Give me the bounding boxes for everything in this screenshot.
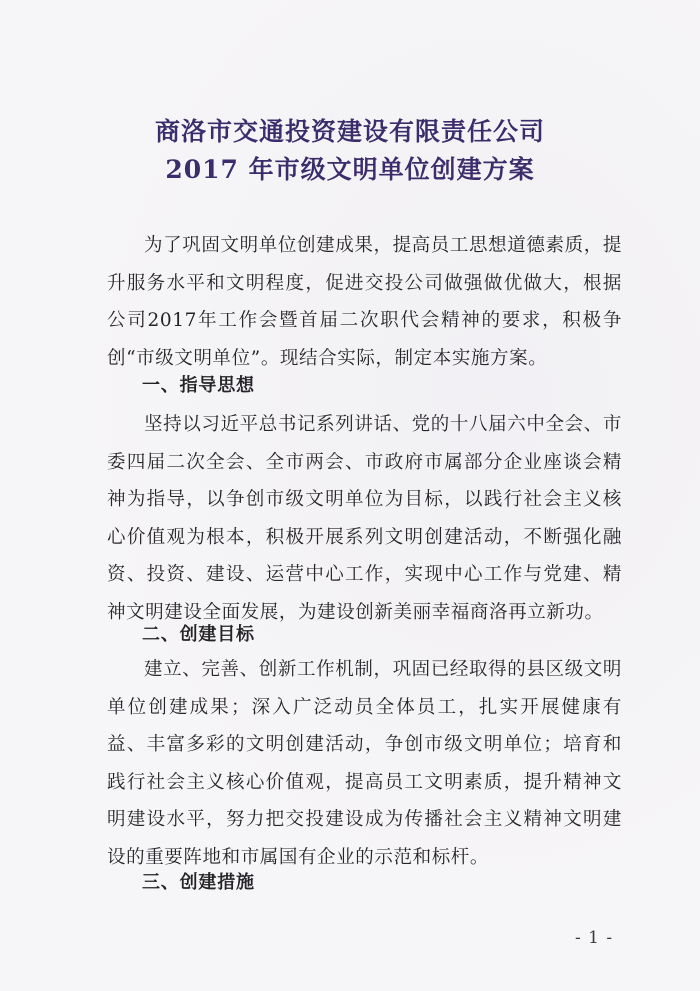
- intro-paragraph: 为了巩固文明单位创建成果，提高员工思想道德素质，提升服务水平和文明程度，促进交投公司做强做优做大，根据公司2017年工作会暨首届二次职代会精神的要求，积极争创“市级文明单位”。现结合实际，制定本实施方案。: [107, 235, 622, 369]
- document-title-line1: 商洛市交通投资建设有限责任公司: [154, 117, 545, 146]
- section-body-goals: 建立、完善、创新工作机制，巩固已经取得的县区级文明单位创建成果；深入广泛动员全体员工，扎实开展健康有益、丰富多彩的文明创建活动，争创市级文明单位；培育和践行社会主义核心价值观，提高员工文明素质，提升精神文明建设水平，努力把交投建设成为传播社会主义精神文明建设的重要阵地和市属国有企业的示范和标杆。: [107, 659, 622, 868]
- document-title-line2: 2017 年市级文明单位创建方案: [165, 155, 535, 184]
- section-heading-measures: 三、创建措施: [142, 872, 255, 893]
- page-number: - 1 -: [575, 928, 614, 948]
- section-heading-guiding-thought: 一、指导思想: [142, 375, 255, 396]
- section-heading-goals: 二、创建目标: [142, 624, 255, 645]
- section-body-guiding-thought: 坚持以习近平总书记系列讲话、党的十八届六中全会、市委四届二次全会、全市两会、市政府市属部分企业座谈会精神为指导，以争创市级文明单位为目标，以践行社会主义核心价值观为根本，积极开展系列文明创建活动，不断强化融资、投资、建设、运营中心工作，实现中心工作与党建、精神文明建设全面发展，为建设创新美丽幸福商洛再立新功。: [107, 414, 622, 623]
